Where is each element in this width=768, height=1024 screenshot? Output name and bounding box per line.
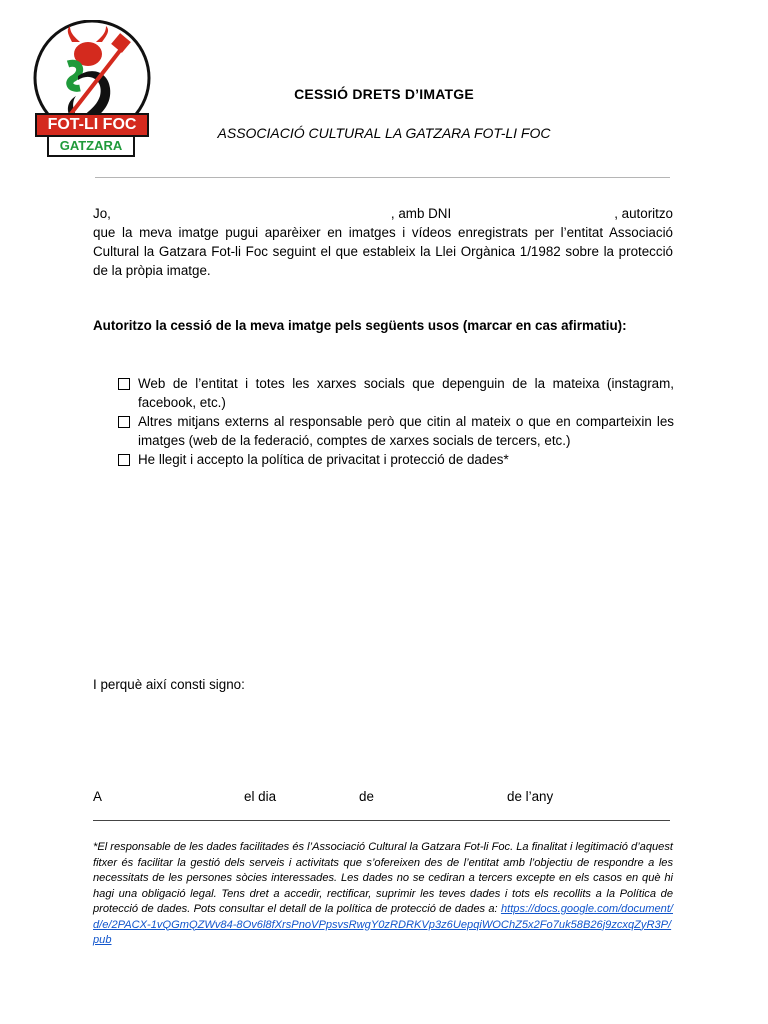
option-label: He llegit i accepto la política de privacitat i protecció de dades* [138,452,509,467]
usage-heading: Autoritzo la cessió de la meva imatge pels següents usos (marcar en cas afirmatiu): [93,318,627,333]
date-day-label: el dia [244,789,277,804]
document-subtitle: ASSOCIACIÓ CULTURAL LA GATZARA FOT-LI FOC [217,125,551,141]
logo-top-text: FOT-LI FOC [47,116,137,133]
privacy-footnote [93,840,673,949]
date-month-label: de [359,789,374,804]
option-web-social[interactable] [118,374,674,412]
checkbox[interactable] [118,454,130,466]
option-privacy-policy[interactable] [118,450,674,469]
option-label: Web de l’entitat i totes les xarxes socials que depenguin de la mateixa (instagram, facebook, etc.) [138,376,674,410]
date-place-label: A [93,789,102,804]
logo-bottom-text: GATZARA [59,138,123,153]
option-external-media[interactable] [118,412,674,450]
checkbox[interactable] [118,416,130,428]
checkbox[interactable] [118,378,130,390]
date-year-label: de l’any [507,789,554,804]
usage-options [118,374,674,469]
consent-first-line [93,204,673,223]
consent-body-text: que la meva imatge pugui aparèixer en imatges i vídeos enregistrats per l’entitat Associació Cultural la Gatzara Fot-li Foc seguint el que estableix la Llei Orgànica 1/1982 sobre la protecció de la pròpia imatge. [93,225,673,278]
privacy-policy-link[interactable]: https://docs.google.com/document/d/e/2PACX-1vQGmQZWv84-8Ov6l8fXrsPnoVPpsvsRwgY0zRDRKVp3z6UepqiWOChZ5x2Fo7uk58B26j9zcxqZyR3P/pub [93,903,673,946]
autoritzo-label: , autoritzo [614,206,673,221]
document-title: CESSIÓ DRETS D’IMATGE [294,86,474,102]
footnote-divider [93,820,670,821]
footnote-text: *El responsable de les dades facilitades és l’Associació Cultural la Gatzara Fot-li Foc. La finalitat i legitimació d’aquest fitxer és facilitar la gestió dels serveis i activitats que s’ofereixen des de l’entitat amb l’objectiu de respondre a les necessitats de les persones sòcies interessades. Les dades no se cediran a tercers excepte en els casos en què hi hagi una obligació legal. Tens dret a accedir, rectificar, suprimir les teves dades i tots els recollits a la Política de protecció de dades. Pots consultar el detall de la política de protecció de dades a: [93,841,673,915]
option-label: Altres mitjans externs al responsable però que citin al mateix o que en comparteixin les imatges (web de la federació, comptes de xarxes socials de tercers, etc.) [138,414,674,448]
signature-text: I perquè així consti signo: [93,677,245,692]
consent-paragraph [93,204,673,280]
date-line [93,789,673,809]
header-divider [95,177,670,178]
jo-label: Jo, [93,206,111,221]
dni-label: , amb DNI [390,206,452,221]
